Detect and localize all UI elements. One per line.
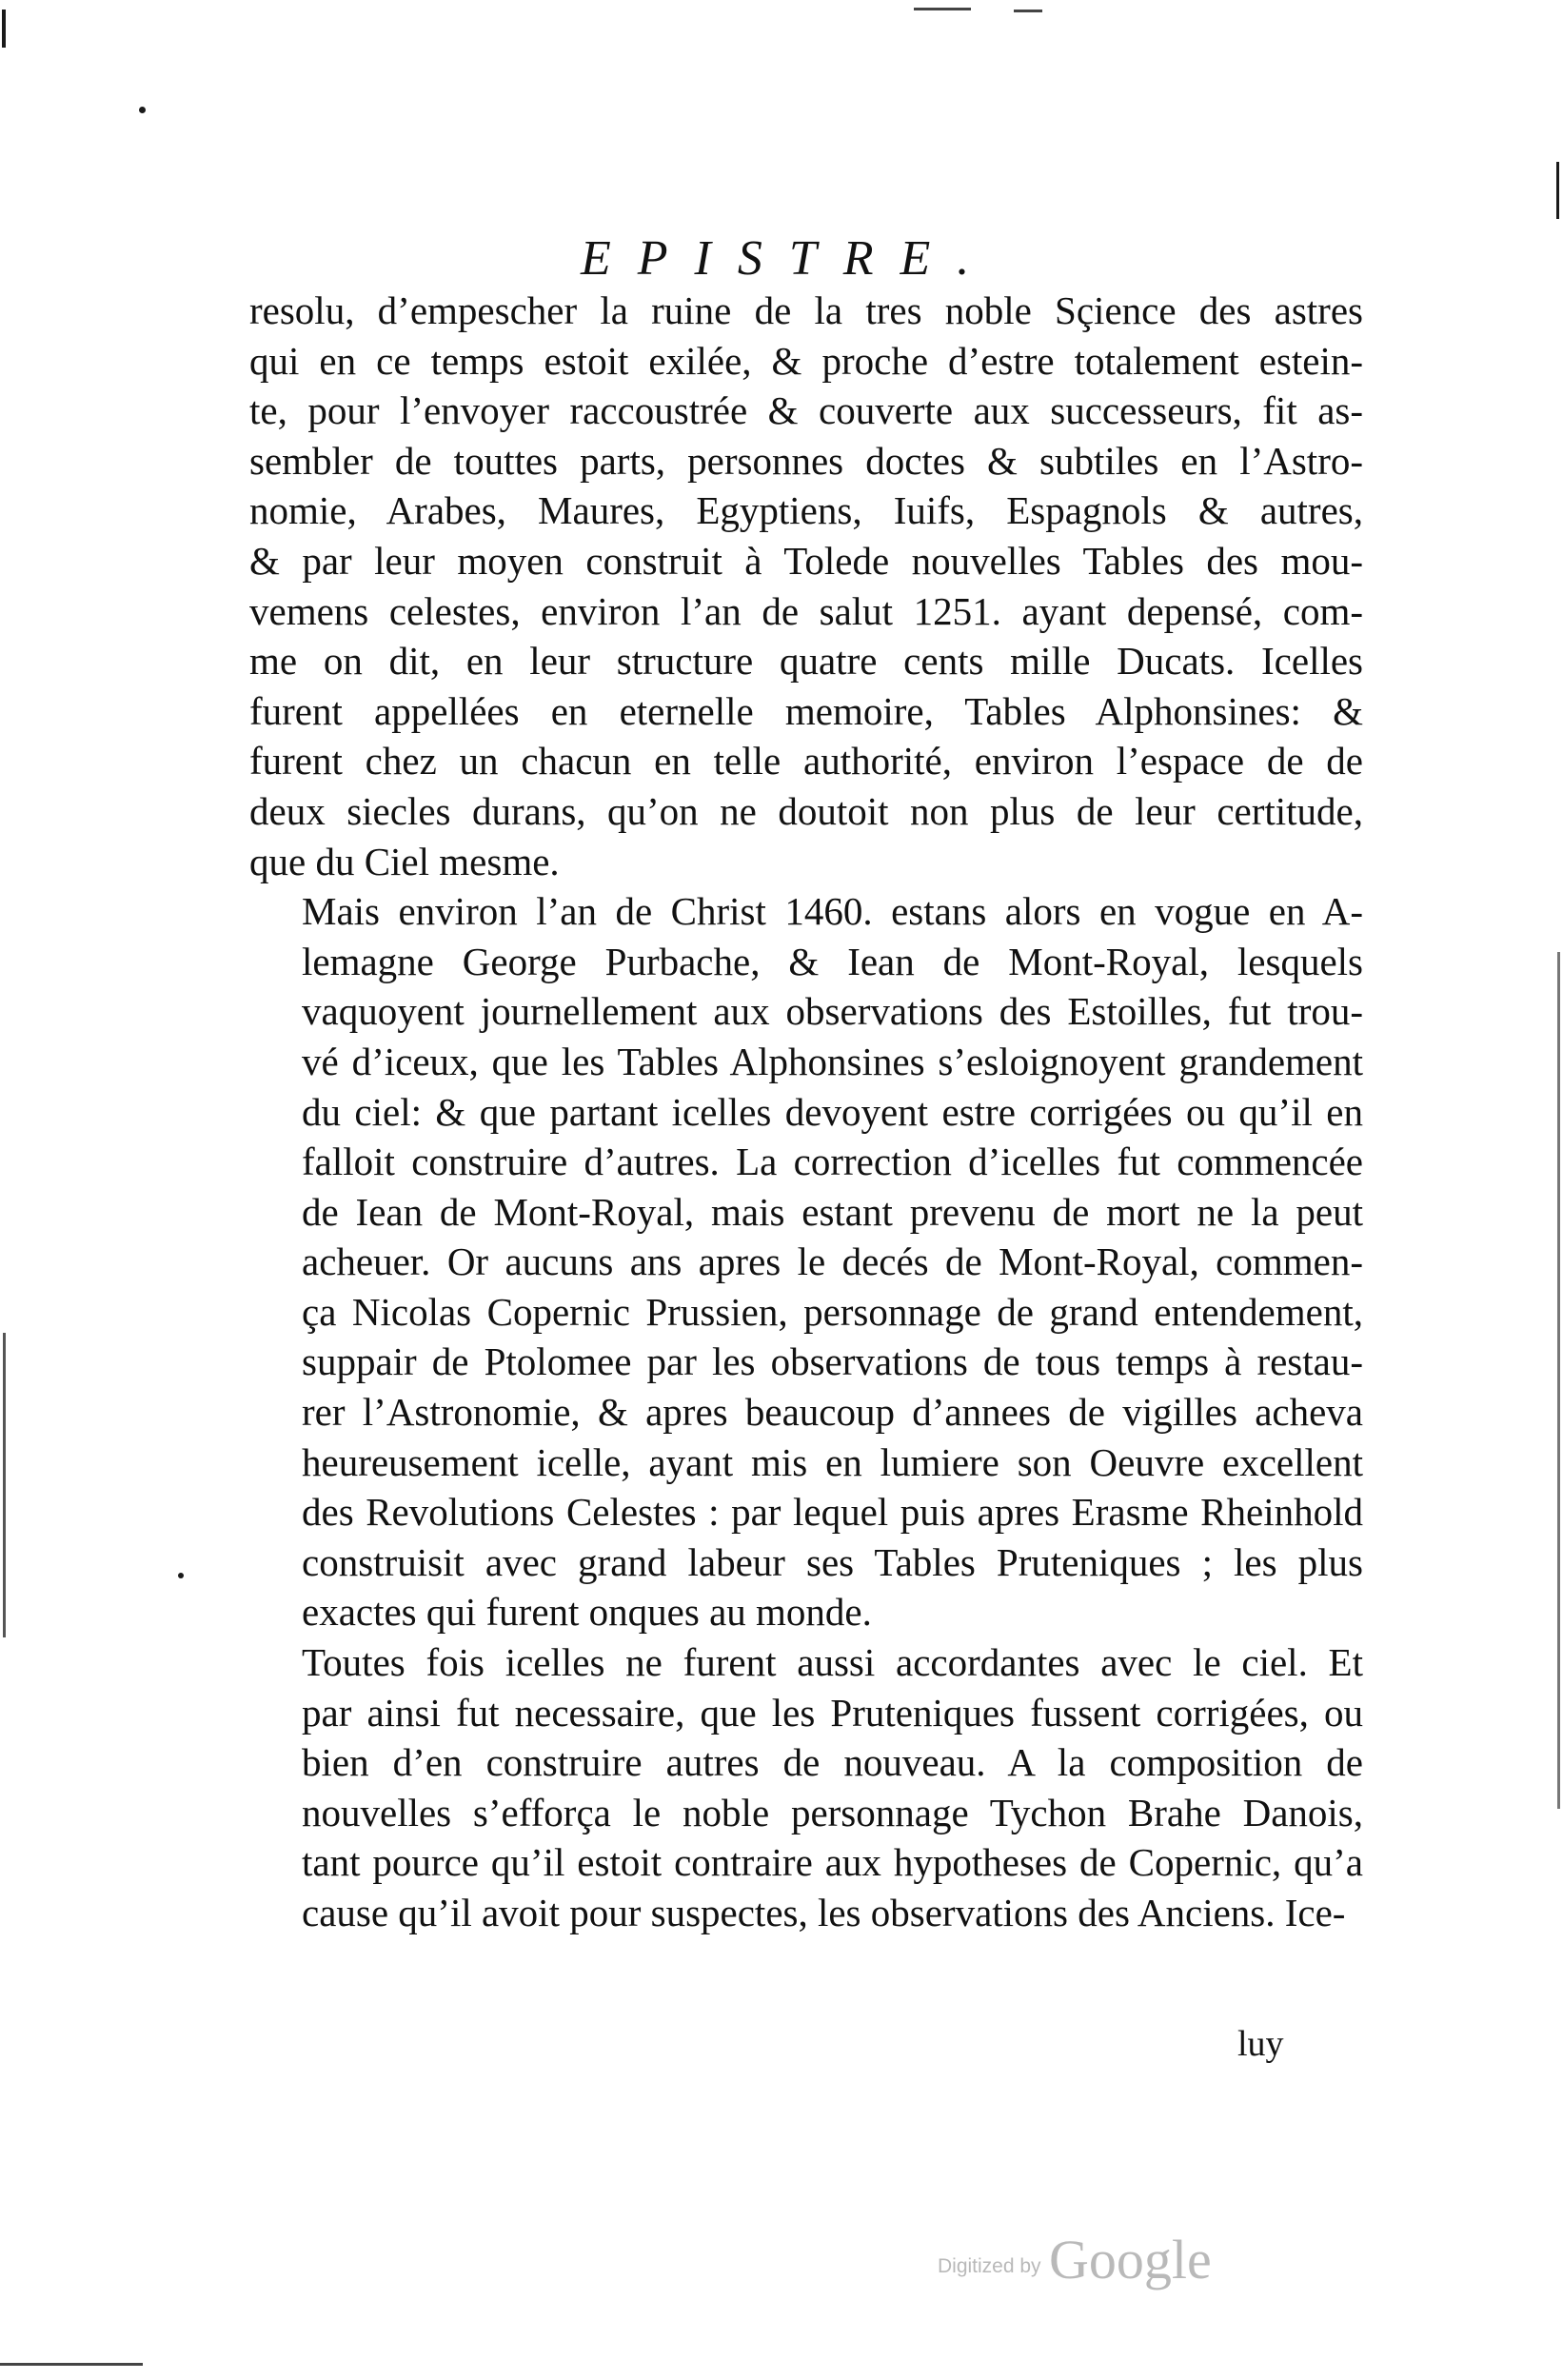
- watermark-small-text: Digitized by: [938, 2255, 1041, 2277]
- text-line: construisit avec grand labeur ses Tables Pruteniques ; les plus: [302, 1539, 1363, 1584]
- text-line: lemagne George Purbache, & Iean de Mont-Royal, lesquels: [302, 939, 1363, 983]
- bottom-edge-rule: [0, 2363, 143, 2366]
- text-line: te, pour l’envoyer raccoustrée & couverte aux successeurs, fit as-: [249, 388, 1363, 433]
- text-line: cause qu’il avoit pour suspectes, les observations des Anciens. Ice-: [302, 1891, 1346, 1934]
- text-line: exactes qui furent onques au monde.: [302, 1590, 872, 1635]
- text-line: vé d’iceux, que les Tables Alphonsines s’esloignoyent grandement: [302, 1039, 1363, 1083]
- ink-speck: [2, 10, 6, 48]
- top-edge-rule: [914, 8, 971, 10]
- text-line: des Revolutions Celestes : par lequel puis apres Erasme Rheinhold: [302, 1490, 1363, 1535]
- body-text: [249, 286, 1363, 1938]
- digitized-watermark: [938, 2228, 1212, 2291]
- catchword: luy: [1237, 2024, 1284, 2064]
- paragraph-1: [249, 286, 1363, 886]
- paragraph-3: [249, 1637, 1363, 1938]
- text-line: tant pource qu’il estoit contraire aux hypotheses de Copernic, qu’a: [302, 1840, 1363, 1885]
- text-line: du ciel: & que partant icelles devoyent estre corrigées ou qu’il en: [302, 1089, 1363, 1134]
- text-line: deux siecles durans, qu’on ne doutoit non plus de leur certitude,: [249, 788, 1363, 833]
- text-line: furent appellées en eternelle memoire, Tables Alphonsines: &: [249, 688, 1363, 733]
- text-line: me on dit, en leur structure quatre cents mille Ducats. Icelles: [249, 639, 1363, 684]
- text-line: furent chez un chacun en telle authorité, environ l’espace de de: [249, 739, 1363, 783]
- ink-speck: [3, 1333, 6, 1637]
- text-line: acheuer. Or aucuns ans apres le decés de Mont-Royal, commen-: [302, 1240, 1363, 1284]
- text-line: ça Nicolas Copernic Prussien, personnage de grand entendement,: [302, 1289, 1363, 1334]
- text-line: nomie, Arabes, Maures, Egyptiens, Iuifs, Espagnols & autres,: [249, 488, 1363, 533]
- ink-speck: [1557, 952, 1560, 1809]
- text-line: par ainsi fut necessaire, que les Pruteniques fussent corrigées, ou: [302, 1690, 1363, 1735]
- text-line: qui en ce temps estoit exilée, & proche d’estre totalement estein-: [249, 338, 1363, 383]
- ink-speck: [1556, 162, 1559, 219]
- running-head: EPISTRE.: [581, 231, 997, 286]
- text-line: vaquoyent journellement aux observations des Estoilles, fut trou-: [302, 989, 1363, 1034]
- text-line: vemens celestes, environ l’an de salut 1251. ayant depensé, com-: [249, 588, 1363, 633]
- paragraph-2: [249, 886, 1363, 1637]
- text-line: sembler de touttes parts, personnes doctes & subtiles en l’Astro-: [249, 438, 1363, 483]
- text-line: heureusement icelle, ayant mis en lumiere son Oeuvre excellent: [302, 1439, 1363, 1484]
- text-line: Mais environ l’an de Christ 1460. estans alors en vogue en A-: [302, 889, 1363, 934]
- text-line: nouvelles s’efforça le noble personnage Tychon Brahe Danois,: [302, 1790, 1363, 1835]
- text-line: rer l’Astronomie, & apres beaucoup d’annees de vigilles acheva: [302, 1390, 1363, 1435]
- top-edge-rule: [1014, 10, 1042, 12]
- ink-speck: [178, 1573, 184, 1578]
- text-line: suppair de Ptolomee par les observations de tous temps à restau-: [302, 1339, 1363, 1384]
- text-line: falloit construire d’autres. La correction d’icelles fut commencée: [302, 1140, 1363, 1184]
- text-line: Toutes fois icelles ne furent aussi accordantes avec le ciel. Et: [302, 1640, 1363, 1685]
- watermark-google-logo: Google: [1049, 2229, 1212, 2291]
- text-line: bien d’en construire autres de nouveau. A la composition de: [302, 1740, 1363, 1785]
- text-line: resolu, d’empescher la ruine de la tres noble Sçience des astres: [249, 288, 1363, 332]
- ink-speck: [139, 107, 146, 113]
- text-line: de Iean de Mont-Royal, mais estant prevenu de mort ne la peut: [302, 1189, 1363, 1234]
- text-line: que du Ciel mesme.: [249, 839, 560, 883]
- text-line: & par leur moyen construit à Tolede nouvelles Tables des mou-: [249, 538, 1363, 583]
